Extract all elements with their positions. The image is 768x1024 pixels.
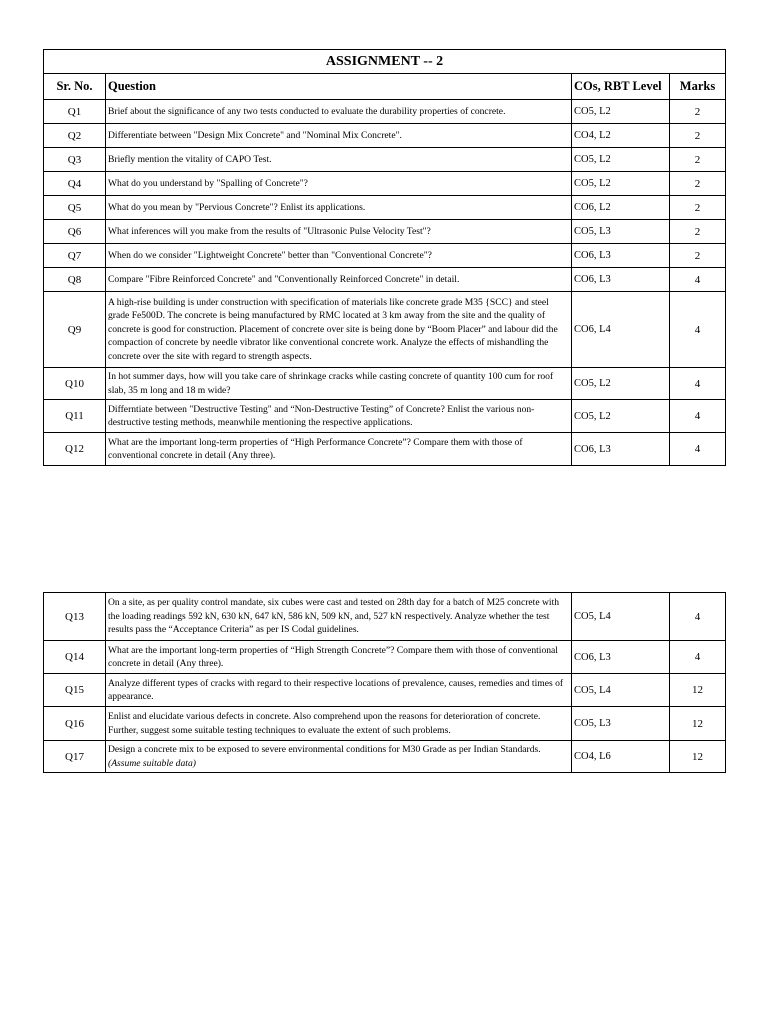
row-co-level: CO6, L3 [572,244,670,268]
row-co-level: CO4, L2 [572,124,670,148]
row-sr-no: Q1 [44,100,106,124]
row-question: What are the important long-term properties of “High Strength Concrete”? Compare them with those of conventional concrete in detail (Any three). [106,641,572,674]
table-row [44,100,726,124]
row-marks: 2 [670,100,726,124]
table-row [44,244,726,268]
table-row [44,433,726,466]
row-marks: 12 [670,707,726,741]
row-co-level: CO5, L4 [572,593,670,641]
row-question: When do we consider "Lightweight Concrete" better than "Conventional Concrete"? [106,244,572,268]
row-question: A high-rise building is under construction with specification of materials like concrete grade M35 {SCC} and steel grade Fe500D. The concrete is being manufactured by RMC located at 3 km away from the site and the quality of concrete is good for construction. Placement of concrete over site is being done by “Boom Placer” and labour did the compaction of concrete by needle vibrator like conventional concrete work. Analyze the effects of mishandling the concrete over the site with regard to strength aspects. [106,292,572,368]
assignment-table-page-1 [43,49,726,466]
row-co-level: CO5, L2 [572,400,670,433]
row-co-level: CO6, L4 [572,292,670,368]
row-co-level: CO5, L3 [572,707,670,741]
row-marks: 2 [670,220,726,244]
row-marks: 2 [670,244,726,268]
row-question: Brief about the significance of any two tests conducted to evaluate the durability properties of concrete. [106,100,572,124]
header-marks: Marks [670,74,726,100]
row-sr-no: Q16 [44,707,106,741]
row-co-level: CO5, L2 [572,368,670,400]
row-sr-no: Q12 [44,433,106,466]
table-row [44,148,726,172]
table-row [44,400,726,433]
row-question: What inferences will you make from the results of "Ultrasonic Pulse Velocity Test"? [106,220,572,244]
row-marks: 2 [670,124,726,148]
header-co-rbt: COs, RBT Level [572,74,670,100]
row-sr-no: Q2 [44,124,106,148]
row-marks: 4 [670,400,726,433]
row-question: Differentiate between "Design Mix Concrete" and "Nominal Mix Concrete". [106,124,572,148]
row-co-level: CO6, L3 [572,268,670,292]
assignment-table-page-2 [43,592,726,773]
table-row [44,674,726,707]
row-co-level: CO6, L3 [572,433,670,466]
question-text: Design a concrete mix to be exposed to severe environmental conditions for M30 Grade as per Indian Standards. [108,744,541,756]
row-question: What are the important long-term properties of “High Performance Concrete”? Compare them with those of conventional concrete in detail (Any three). [106,433,572,466]
table-row [44,196,726,220]
table-row [44,292,726,368]
row-question: What do you mean by "Pervious Concrete"? Enlist its applications. [106,196,572,220]
row-sr-no: Q8 [44,268,106,292]
row-marks: 2 [670,196,726,220]
row-sr-no: Q3 [44,148,106,172]
row-marks: 4 [670,368,726,400]
row-question: Briefly mention the vitality of CAPO Test. [106,148,572,172]
row-co-level: CO5, L3 [572,220,670,244]
table-row [44,220,726,244]
row-marks: 4 [670,593,726,641]
table-row [44,268,726,292]
row-sr-no: Q14 [44,641,106,674]
row-marks: 2 [670,148,726,172]
row-marks: 2 [670,172,726,196]
question-note: (Assume suitable data) [108,757,196,769]
row-co-level: CO5, L4 [572,674,670,707]
row-sr-no: Q4 [44,172,106,196]
row-question [106,741,572,773]
header-question: Question [106,74,572,100]
table-row [44,593,726,641]
row-question: On a site, as per quality control mandate, six cubes were cast and tested on 28th day for a batch of M25 concrete with the loading readings 592 kN, 630 kN, 647 kN, 586 kN, 509 kN, and, 527 kN respectively. Analyze whether the test results pass the “Acceptance Criteria” as per IS Codal guidelines. [106,593,572,641]
row-sr-no: Q10 [44,368,106,400]
assignment-title: ASSIGNMENT -- 2 [44,50,726,74]
row-sr-no: Q17 [44,741,106,773]
table-row [44,368,726,400]
row-question: In hot summer days, how will you take care of shrinkage cracks while casting concrete of quantity 100 cum for roof slab, 35 m long and 18 m wide? [106,368,572,400]
row-marks: 4 [670,292,726,368]
row-marks: 4 [670,641,726,674]
row-sr-no: Q6 [44,220,106,244]
row-question: What do you understand by "Spalling of Concrete"? [106,172,572,196]
row-sr-no: Q15 [44,674,106,707]
row-sr-no: Q11 [44,400,106,433]
row-question: Differntiate between "Destructive Testing" and “Non-Destructive Testing” of Concrete? Enlist the various non-destructive testing methods, meanwhile mentioning the respective applications. [106,400,572,433]
row-sr-no: Q5 [44,196,106,220]
row-co-level: CO5, L2 [572,148,670,172]
row-co-level: CO4, L6 [572,741,670,773]
row-sr-no: Q13 [44,593,106,641]
row-question: Analyze different types of cracks with regard to their respective locations of prevalence, causes, remedies and times of appearance. [106,674,572,707]
row-co-level: CO6, L2 [572,196,670,220]
table-header-row [44,74,726,100]
row-marks: 12 [670,674,726,707]
table-row [44,641,726,674]
table-row [44,172,726,196]
table-row [44,707,726,741]
table-row [44,124,726,148]
row-co-level: CO6, L3 [572,641,670,674]
row-question: Compare "Fibre Reinforced Concrete" and "Conventionally Reinforced Concrete" in detail. [106,268,572,292]
table-row [44,741,726,773]
row-marks: 4 [670,268,726,292]
row-marks: 12 [670,741,726,773]
row-co-level: CO5, L2 [572,100,670,124]
row-sr-no: Q7 [44,244,106,268]
header-sr-no: Sr. No. [44,74,106,100]
row-sr-no: Q9 [44,292,106,368]
row-co-level: CO5, L2 [572,172,670,196]
row-question: Enlist and elucidate various defects in concrete. Also comprehend upon the reasons for deterioration of concrete. Further, suggest some suitable testing techniques to evaluate the extent of such problems. [106,707,572,741]
row-marks: 4 [670,433,726,466]
